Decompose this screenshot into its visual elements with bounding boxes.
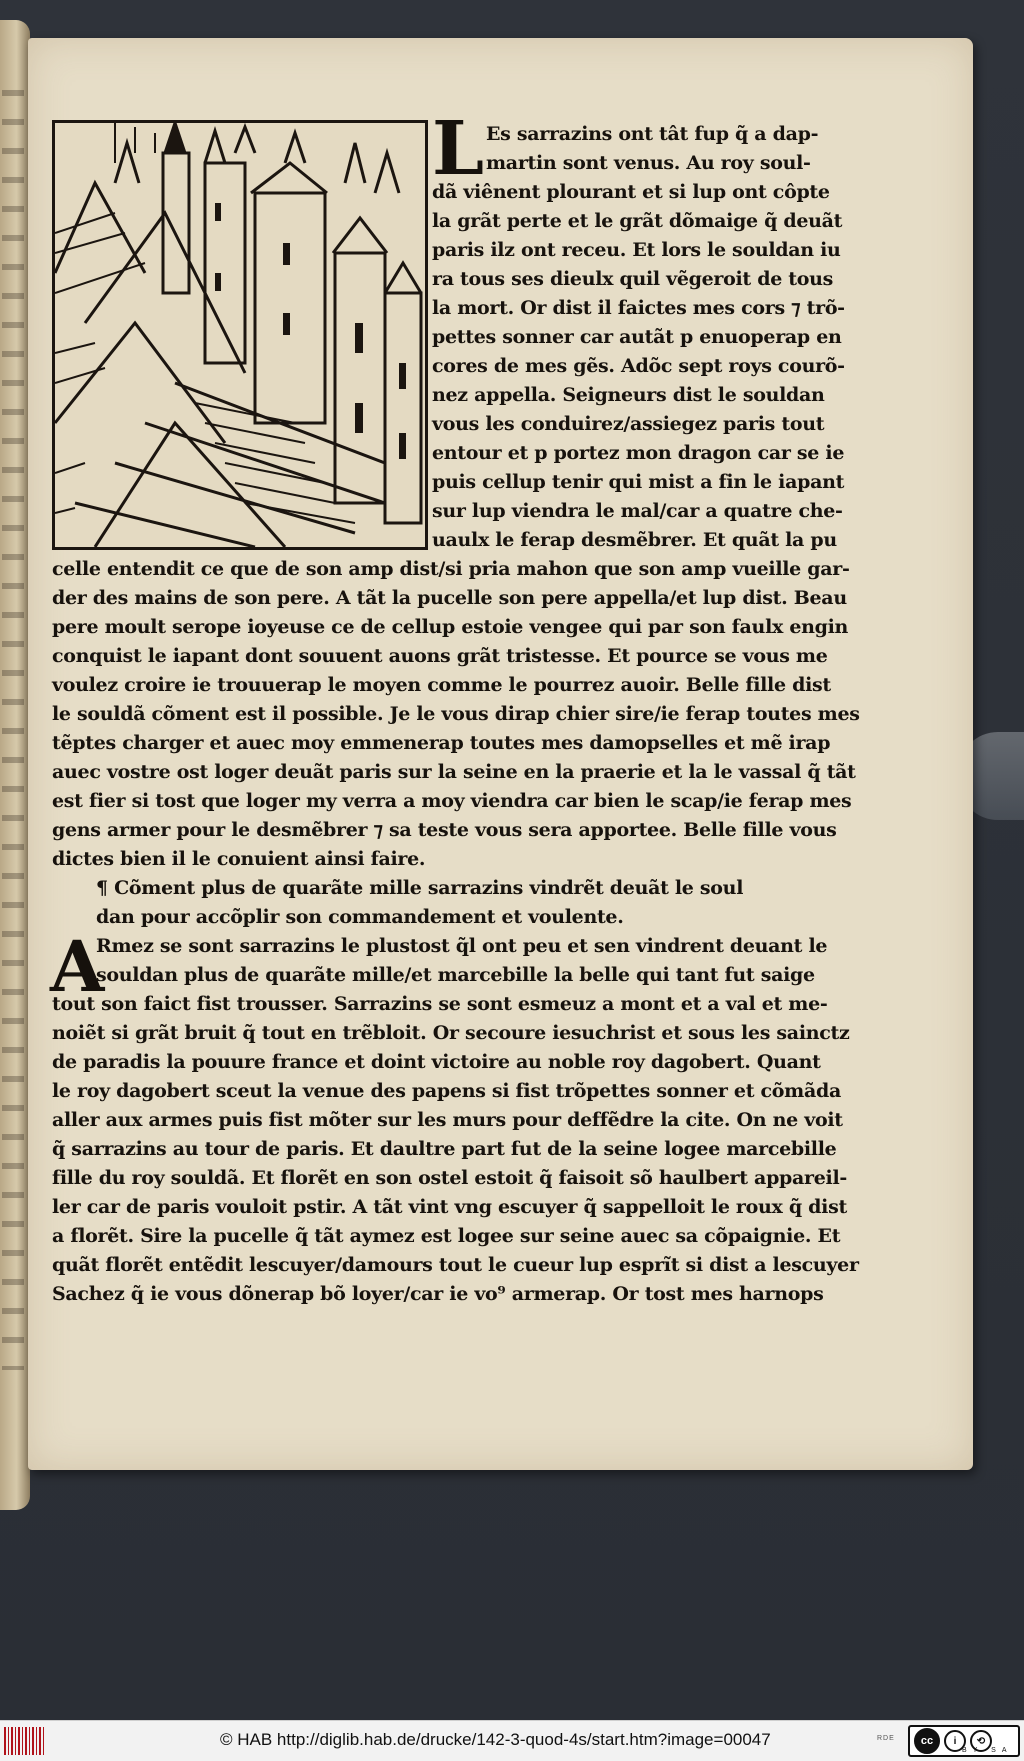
text-line: quãt florẽt entẽdit lescuyer/damours tout le cueur lup esprĩt si dist a lescuyer bbox=[52, 1254, 859, 1276]
text-line: nez appella. Seigneurs dist le souldan bbox=[432, 384, 825, 406]
woodcut-illustration bbox=[52, 120, 428, 550]
text-line: dictes bien il le conuient ainsi faire. bbox=[52, 848, 426, 870]
text-line: cores de mes gẽs. Adõc sept roys courõ- bbox=[432, 355, 845, 377]
text-line: ler car de paris vouloit pstir. A tãt vint vng escuyer q̃ sappelloit le roux q̃ dist bbox=[52, 1196, 847, 1218]
text-line: pere moult serope ioyeuse ce de cellup estoie vengee qui par son faulx engin bbox=[52, 616, 849, 638]
chapter-heading-line: ¶ Cõment plus de quarãte mille sarrazins vindrẽt deuãt le soul bbox=[96, 877, 744, 899]
initial-letter-l: L bbox=[432, 106, 485, 192]
text-line: puis cellup tenir qui mist a fin le iapant bbox=[432, 471, 845, 493]
text-line: der des mains de son pere. A tãt la pucelle son pere appella/et lup dist. Beau bbox=[52, 587, 847, 609]
license-labels: BY SA bbox=[962, 1747, 1013, 1754]
text-line: Rmez se sont sarrazins le plustost q̃l ont peu et sen vindrent deuant le bbox=[96, 935, 828, 957]
by-icon: i bbox=[944, 1730, 966, 1752]
text-line: tẽptes charger et auec moy emmenerap toutes mes damopselles et mẽ irap bbox=[52, 732, 831, 754]
footer-small-label: RDE bbox=[877, 1735, 895, 1742]
text-line: dã viênent plourant et si lup ont côpte bbox=[432, 181, 830, 203]
text-line: celle entendit ce que de son amp dist/si pria mahon que son amp vueille gar- bbox=[52, 558, 850, 580]
facing-page-edge bbox=[0, 20, 30, 1510]
text-line: pettes sonner car autãt p enuoperap en bbox=[432, 326, 842, 348]
text-line: le souldã cõment est il possible. Je le vous dirap chier sire/ie ferap toutes mes bbox=[52, 703, 860, 725]
text-line: la mort. Or dist il faictes mes cors ⁊ trõ- bbox=[432, 297, 845, 319]
text-line: le roy dagobert sceut la venue des papens si fist trõpettes sonner et cõmãda bbox=[52, 1080, 841, 1102]
text-line: entour et p portez mon dragon car se ie bbox=[432, 442, 845, 464]
text-line: de paradis la pouure france et doint victoire au noble roy dagobert. Quant bbox=[52, 1051, 821, 1073]
source-link[interactable]: © HAB http://diglib.hab.de/drucke/142-3-quod-4s/start.htm?image=00047 bbox=[220, 1730, 771, 1749]
text-line: est fier si tost que loger my verra a moy viendra car bien le scap/ie ferap mes bbox=[52, 790, 852, 812]
text-line: vous les conduirez/assiegez paris tout bbox=[432, 413, 825, 435]
sa-icon: ⟲ bbox=[970, 1730, 992, 1752]
cc-license-badge[interactable] bbox=[908, 1725, 1020, 1757]
text-line: Es sarrazins ont tât fup q̃ a dap- bbox=[486, 123, 819, 145]
text-line: souldan plus de quarãte mille/et marcebille la belle qui tant fut saige bbox=[96, 964, 815, 986]
text-line: Sachez q̃ ie vous dõnerap bõ loyer/car ie vo⁹ armerap. Or tost mes harnops bbox=[52, 1283, 824, 1305]
text-line: noiẽt si grãt bruit q̃ tout en trẽbloit. Or secoure iesuchrist et sous les sainctz bbox=[52, 1022, 850, 1044]
text-line: sur lup viendra le mal/car a quatre che- bbox=[432, 500, 843, 522]
text-line: voulez croire ie trouuerap le moyen comme le pourrez auoir. Belle fille dist bbox=[52, 674, 831, 696]
text-line: uaulx le ferap desmẽbrer. Et quãt la pu bbox=[432, 529, 837, 551]
cc-icon: cc bbox=[914, 1728, 940, 1754]
footer-bar bbox=[0, 1720, 1024, 1761]
text-line: q̃ sarrazins au tour de paris. Et daultre part fut de la seine logee marcebille bbox=[52, 1138, 837, 1160]
text-line: paris ilz ont receu. Et lors le souldan iu bbox=[432, 239, 841, 261]
initial-letter-a: A bbox=[50, 925, 105, 1008]
text-line: aller aux armes puis fist mõter sur les murs pour deffẽdre la cite. On ne voit bbox=[52, 1109, 843, 1131]
text-line: auec vostre ost loger deuãt paris sur la seine en la praerie et la le vassal q̃ tãt bbox=[52, 761, 856, 783]
woodcut-city-drawing bbox=[55, 123, 425, 547]
text-line: ra tous ses dieulx quil vẽgeroit de tous bbox=[432, 268, 834, 290]
text-line: fille du roy souldã. Et florẽt en son ostel estoit q̃ faisoit sõ haulbert appareil- bbox=[52, 1167, 847, 1189]
hab-logo-icon bbox=[4, 1727, 46, 1755]
text-line: la grãt perte et le grãt dõmaige q̃ deuãt bbox=[432, 210, 843, 232]
text-line: martin sont venus. Au roy soul- bbox=[486, 152, 811, 174]
chapter-heading-line: dan pour accõplir son commandement et voulente. bbox=[96, 906, 624, 928]
facing-page-text bbox=[2, 90, 24, 1370]
text-line: a florẽt. Sire la pucelle q̃ tãt aymez est logee sur seine auec sa cõpaignie. Et bbox=[52, 1225, 841, 1247]
text-line: conquist le iapant dont souuent auons grãt tristesse. Et pource se vous me bbox=[52, 645, 828, 667]
text-line: tout son faict fist trousser. Sarrazins se sont esmeuz a mont et a val et me- bbox=[52, 993, 828, 1015]
text-line: gens armer pour le desmẽbrer ⁊ sa teste vous sera apportee. Belle fille vous bbox=[52, 819, 837, 841]
